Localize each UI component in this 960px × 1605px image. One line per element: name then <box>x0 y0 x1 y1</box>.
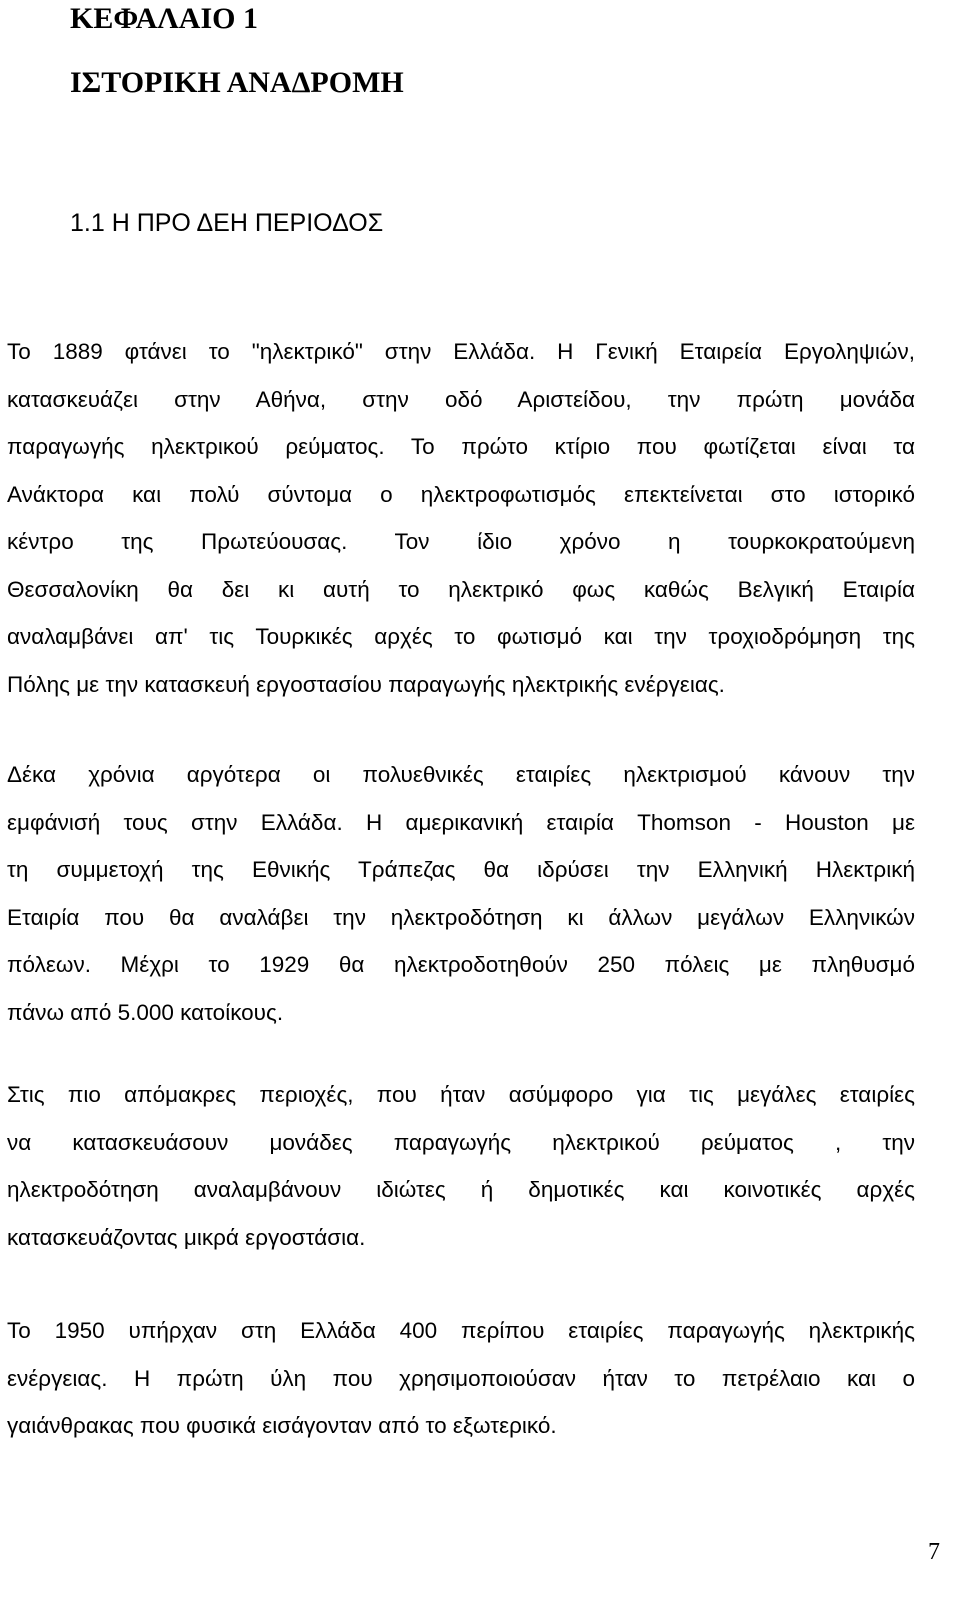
paragraph-line: Εταιρία που θα αναλάβει την ηλεκτροδότηση κι άλλων μεγάλων Ελληνικών <box>7 904 915 930</box>
paragraph-line: Ανάκτορα και πολύ σύντομα ο ηλεκτροφωτισμός επεκτείνεται στο ιστορικό <box>7 481 915 507</box>
paragraph-line: Θεσσαλονίκη θα δει κι αυτή το ηλεκτρικό φως καθώς Βελγική Εταιρία <box>7 576 915 602</box>
chapter-title: ΙΣΤΟΡΙΚΗ ΑΝΑΔΡΟΜΗ <box>70 66 404 99</box>
paragraph-line: κέντρο της Πρωτεύουσας. Τον ίδιο χρόνο η τουρκοκρατούμενη <box>7 529 915 554</box>
paragraph-line: παραγωγής ηλεκτρικού ρεύματος. Το πρώτο κτίριο που φωτίζεται είναι τα <box>7 434 915 459</box>
paragraph-line: γαιάνθρακας που φυσικά εισάγονταν από το εξωτερικό. <box>7 1413 557 1438</box>
paragraph-line: αναλαμβάνει απ' τις Τουρκικές αρχές το φωτισμό και την τροχιοδρόμηση της <box>7 624 915 649</box>
paragraph-line: κατασκευάζοντας μικρά εργοστάσια. <box>7 1224 366 1250</box>
paragraph-line: πόλεων. Μέχρι το 1929 θα ηλεκτροδοτηθούν 250 πόλεις με πληθυσμό <box>7 952 915 977</box>
paragraph-line: κατασκευάζει στην Αθήνα, στην οδό Αριστείδου, την πρώτη μονάδα <box>7 386 915 412</box>
chapter-number: ΚΕΦΑΛΑΙΟ 1 <box>70 2 258 35</box>
paragraph-line: Στις πιο απόμακρες περιοχές, που ήταν ασύμφορο για τις μεγάλες εταιρίες <box>7 1082 915 1107</box>
paragraph-line: ενέργειας. Η πρώτη ύλη που χρησιμοποιούσαν ήταν το πετρέλαιο και ο <box>7 1365 915 1391</box>
paragraph-2 <box>7 751 915 1036</box>
page-number: 7 <box>928 1539 940 1565</box>
paragraph-4 <box>7 1307 915 1450</box>
paragraph-line: ηλεκτροδότηση αναλαμβάνουν ιδιώτες ή δημοτικές και κοινοτικές αρχές <box>7 1177 915 1202</box>
paragraph-3 <box>7 1071 915 1261</box>
paragraph-line: να κατασκευάσουν μονάδες παραγωγής ηλεκτρικού ρεύματος , την <box>7 1129 915 1155</box>
paragraph-line: Δέκα χρόνια αργότερα οι πολυεθνικές εταιρίες ηλεκτρισμού κάνουν την <box>7 762 915 787</box>
paragraph-line: Το 1950 υπήρχαν στη Ελλάδα 400 περίπου εταιρίες παραγωγής ηλεκτρικής <box>7 1318 915 1343</box>
paragraph-line: Το 1889 φτάνει το "ηλεκτρικό" στην Ελλάδα. Η Γενική Εταιρεία Εργοληψιών, <box>7 339 915 364</box>
paragraph-1 <box>7 328 915 708</box>
paragraph-line: τη συμμετοχή της Εθνικής Τράπεζας θα ιδρύσει την Ελληνική Ηλεκτρική <box>7 857 915 882</box>
paragraph-line: Πόλης με την κατασκευή εργοστασίου παραγωγής ηλεκτρικής ενέργειας. <box>7 671 725 697</box>
paragraph-line: πάνω από 5.000 κατοίκους. <box>7 999 284 1025</box>
section-heading: 1.1 Η ΠΡΟ ΔΕΗ ΠΕΡΙΟΔΟΣ <box>70 209 384 237</box>
paragraph-line: εμφάνισή τους στην Ελλάδα. Η αμερικανική εταιρία Thomson - Houston με <box>7 809 915 835</box>
